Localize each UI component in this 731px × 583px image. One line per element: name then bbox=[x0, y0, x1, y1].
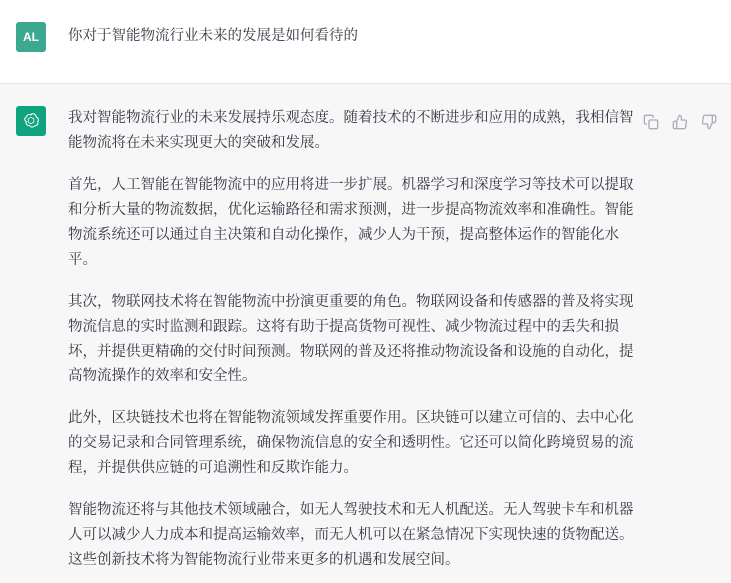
assistant-paragraph: 我对智能物流行业的未来发展持乐观态度。随着技术的不断进步和应用的成熟，我相信智能物流将在未来实现更大的突破和发展。 bbox=[68, 110, 634, 151]
avatar-user: AL bbox=[16, 22, 46, 52]
message-actions bbox=[643, 114, 717, 130]
user-message-bubble bbox=[68, 22, 715, 61]
copy-icon[interactable] bbox=[643, 114, 659, 130]
assistant-paragraph: 此外，区块链技术也将在智能物流领域发挥重要作用。区块链可以建立可信的、去中心化的交易记录和合同管理系统，确保物流信息的安全和透明性。它还可以简化跨境贸易的流程，并提供供应链的可追溯性和反欺诈能力。 bbox=[68, 410, 634, 477]
avatar-assistant bbox=[16, 106, 46, 136]
openai-logo-icon bbox=[22, 112, 40, 130]
assistant-message-bubble bbox=[68, 106, 715, 573]
user-message-text: 你对于智能物流行业未来的发展是如何看待的 bbox=[68, 28, 358, 44]
assistant-paragraph: 其次，物联网技术将在智能物流中扮演更重要的角色。物联网设备和传感器的普及将实现物流信息的实时监测和跟踪。这将有助于提高货物可视性、减少物流过程中的丢失和损坏，并提供更精确的交付时间预测。物联网的普及还将推动物流设备和设施的自动化，提高物流操作的效率和安全性。 bbox=[68, 293, 634, 385]
thumbs-up-icon[interactable] bbox=[672, 114, 688, 130]
user-message-row bbox=[0, 0, 731, 84]
thumbs-down-icon[interactable] bbox=[701, 114, 717, 130]
assistant-paragraph: 首先，人工智能在智能物流中的应用将进一步扩展。机器学习和深度学习等技术可以提取和分析大量的物流数据，优化运输路径和需求预测，进一步提高物流效率和准确性。智能物流系统还可以通过自主决策和自动化操作，减少人为干预，提高整体运作的智能化水平。 bbox=[68, 176, 634, 268]
assistant-paragraph: 智能物流还将与其他技术领域融合，如无人驾驶技术和无人机配送。无人驾驶卡车和机器人可以减少人力成本和提高运输效率，而无人机可以在紧急情况下实现快速的货物配送。这些创新技术将为智能物流行业带来更多的机遇和发展空间。 bbox=[68, 502, 634, 569]
assistant-message-row bbox=[0, 84, 731, 583]
